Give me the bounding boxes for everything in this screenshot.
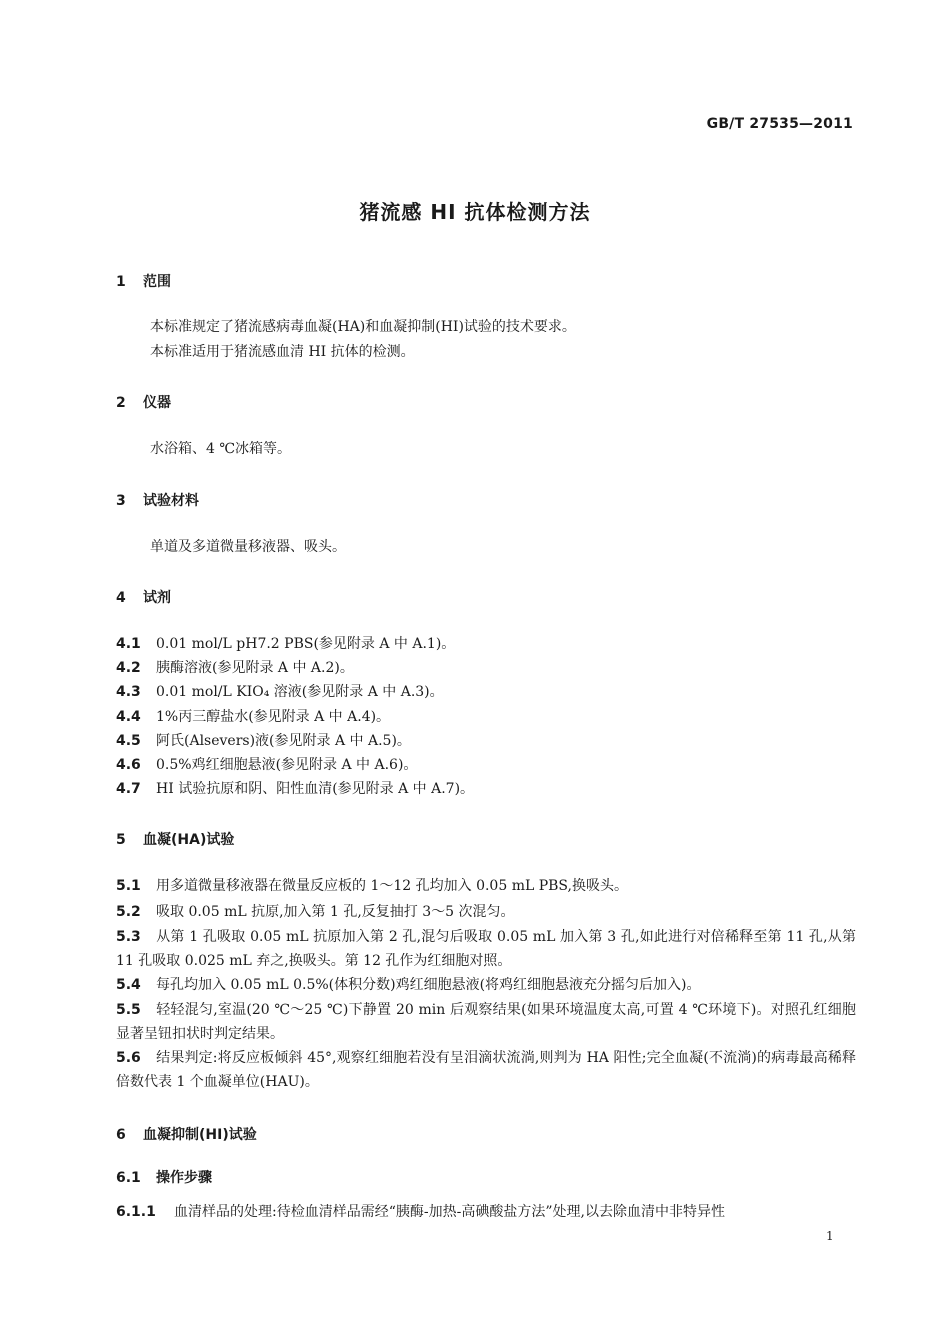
clause-text: 结果判定:将反应板倾斜 45°,观察红细胞若没有呈泪滴状流淌,则判为 HA 阳性;完全血凝(不流淌)的病毒最高稀释倍数代表 1 个血凝单位(HAU)。 bbox=[116, 1050, 856, 1090]
clause-5-1 bbox=[116, 874, 856, 898]
section-1-heading bbox=[116, 271, 171, 291]
document-title: 猪流感 HI 抗体检测方法 bbox=[359, 200, 591, 224]
clause-text: 0.01 mol/L pH7.2 PBS(参见附录 A 中 A.1)。 bbox=[156, 636, 456, 652]
subsection-title: 操作步骤 bbox=[156, 1170, 212, 1186]
clause-number: 4.5 bbox=[116, 733, 141, 749]
clause-4-2 bbox=[116, 656, 856, 680]
section-number: 5 bbox=[116, 832, 126, 848]
clause-text: 1%丙三醇盐水(参见附录 A 中 A.4)。 bbox=[156, 709, 391, 725]
clause-5-6 bbox=[116, 1046, 856, 1094]
clause-number: 4.6 bbox=[116, 757, 141, 773]
clause-number: 5.6 bbox=[116, 1050, 141, 1066]
clause-4-5 bbox=[116, 729, 856, 753]
clause-number: 4.7 bbox=[116, 781, 141, 797]
section-1-para-2: 本标准适用于猪流感血清 HI 抗体的检测。 bbox=[150, 344, 415, 360]
subsection-6-1-heading bbox=[116, 1167, 212, 1187]
clause-4-4 bbox=[116, 705, 856, 729]
standard-code: GB/T 27535—2011 bbox=[706, 116, 853, 132]
section-title: 血凝(HA)试验 bbox=[143, 832, 235, 848]
section-5-heading bbox=[116, 829, 234, 849]
section-number: 3 bbox=[116, 493, 126, 509]
clause-number: 4.3 bbox=[116, 684, 141, 700]
section-2-para-1: 水浴箱、4 ℃冰箱等。 bbox=[150, 441, 292, 457]
section-number: 4 bbox=[116, 590, 126, 606]
section-3-heading bbox=[116, 490, 199, 510]
clause-6-1-1 bbox=[116, 1200, 856, 1224]
clause-number: 5.3 bbox=[116, 929, 141, 945]
section-number: 6 bbox=[116, 1127, 126, 1143]
clause-number: 4.1 bbox=[116, 636, 141, 652]
clause-text: 0.01 mol/L KIO₄ 溶液(参见附录 A 中 A.3)。 bbox=[156, 684, 444, 700]
clause-text: 阿氏(Alsevers)液(参见附录 A 中 A.5)。 bbox=[156, 733, 411, 749]
clause-number: 4.4 bbox=[116, 709, 141, 725]
clause-5-5 bbox=[116, 998, 856, 1046]
clause-number: 4.2 bbox=[116, 660, 141, 676]
subsection-number: 6.1 bbox=[116, 1170, 141, 1186]
clause-4-6 bbox=[116, 753, 856, 777]
clause-text: HI 试验抗原和阴、阳性血清(参见附录 A 中 A.7)。 bbox=[156, 781, 475, 797]
section-2-heading bbox=[116, 392, 171, 412]
clause-text: 轻轻混匀,室温(20 ℃～25 ℃)下静置 20 min 后观察结果(如果环境温度太高,可置 4 ℃环境下)。对照孔红细胞显著呈钮扣状时判定结果。 bbox=[116, 1002, 856, 1042]
clause-number: 5.5 bbox=[116, 1002, 141, 1018]
clause-number: 5.1 bbox=[116, 878, 141, 894]
clause-4-7 bbox=[116, 777, 856, 801]
section-number: 2 bbox=[116, 395, 126, 411]
section-1-para-1: 本标准规定了猪流感病毒血凝(HA)和血凝抑制(HI)试验的技术要求。 bbox=[150, 319, 576, 335]
clause-4-3 bbox=[116, 680, 856, 704]
section-title: 仪器 bbox=[143, 395, 171, 411]
clause-text: 从第 1 孔吸取 0.05 mL 抗原加入第 2 孔,混匀后吸取 0.05 mL 加入第 3 孔,如此进行对倍稀释至第 11 孔,从第 11 孔吸取 0.025 mL 弃之,换吸头。第 12 孔作为红细胞对照。 bbox=[116, 929, 856, 969]
page-number: 1 bbox=[826, 1229, 834, 1243]
clause-text: 血清样品的处理:待检血清样品需经“胰酶-加热-高碘酸盐方法”处理,以去除血清中非特异性 bbox=[174, 1204, 725, 1220]
clause-text: 每孔均加入 0.05 mL 0.5%(体积分数)鸡红细胞悬液(将鸡红细胞悬液充分摇匀后加入)。 bbox=[156, 977, 701, 993]
clause-5-3 bbox=[116, 925, 856, 973]
section-4-heading bbox=[116, 587, 171, 607]
section-title: 试剂 bbox=[143, 590, 171, 606]
clause-5-4 bbox=[116, 973, 856, 997]
clause-number: 5.4 bbox=[116, 977, 141, 993]
clause-text: 胰酶溶液(参见附录 A 中 A.2)。 bbox=[156, 660, 354, 676]
clause-text: 0.5%鸡红细胞悬液(参见附录 A 中 A.6)。 bbox=[156, 757, 418, 773]
section-number: 1 bbox=[116, 274, 126, 290]
clause-text: 用多道微量移液器在微量反应板的 1～12 孔均加入 0.05 mL PBS,换吸头。 bbox=[156, 878, 628, 894]
clause-5-2 bbox=[116, 900, 856, 924]
section-title: 血凝抑制(HI)试验 bbox=[143, 1127, 257, 1143]
clause-text: 吸取 0.05 mL 抗原,加入第 1 孔,反复抽打 3～5 次混匀。 bbox=[156, 904, 515, 920]
section-title: 试验材料 bbox=[143, 493, 199, 509]
clause-number: 6.1.1 bbox=[116, 1204, 156, 1220]
section-3-para-1: 单道及多道微量移液器、吸头。 bbox=[150, 539, 346, 555]
clause-4-1 bbox=[116, 632, 856, 656]
clause-number: 5.2 bbox=[116, 904, 141, 920]
section-6-heading bbox=[116, 1124, 257, 1144]
section-title: 范围 bbox=[143, 274, 171, 290]
